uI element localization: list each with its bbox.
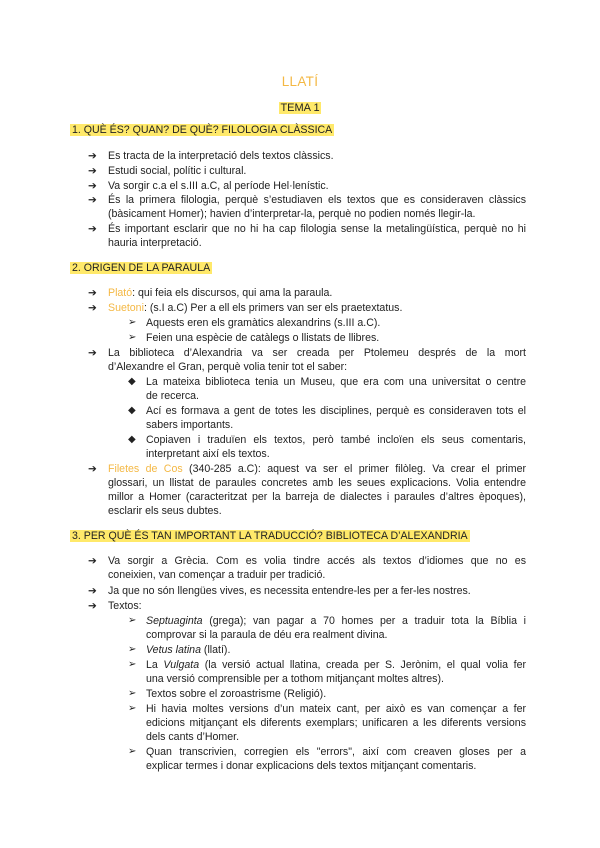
sub-list-item-vulgata: La Vulgata (la versió actual llatina, creada per S. Jerònim, el qual volia fer [146,659,526,671]
list-item-continuation: esclarir els seus dubtes. [108,505,222,517]
list-item: Va sorgir a Grècia. Com es volia tindre accés als textos d’idiomes que no es [108,555,526,567]
diamond-bullet-icon: ◆ [128,434,136,445]
triangle-bullet-icon: ➢ [128,746,137,757]
list-item-continuation: hauria interpretació. [108,237,202,249]
sub-list-item-continuation: edicions mitjançant els diferents exemplars; unificaren a les diferents versions [146,717,526,729]
list-item-continuation: d’Alexandre el Gran, perquè volia tenir tot el saber: [108,361,348,373]
sub-list-item-continuation: sabers importants. [146,419,234,431]
list-item-continuation: (bàsicament Homer); havien d’interpretar-la, perquè no podien només llegir-la. [108,208,476,220]
arrow-bullet-icon: ➔ [88,165,97,177]
sub-list-item: Ací es formava a gent de totes les disciplines, perquè es consideraven tots el [146,405,526,417]
sub-list-item-septuaginta: Septuaginta (grega); van pagar a 70 homes per a traduir tota la Bíblia i [146,615,526,627]
sub-list-item-vetus: Vetus latina (llatí). [146,644,231,656]
arrow-bullet-icon: ➔ [88,194,97,206]
triangle-bullet-icon: ➢ [128,703,137,714]
list-item-continuation: glossari, un llistat de paraules concretes amb les seues explicacions. Volia entendre [108,477,526,489]
arrow-bullet-icon: ➔ [88,463,97,475]
arrow-bullet-icon: ➔ [88,302,97,314]
sub-list-item: Aquests eren els gramàtics alexandrins (s.III a.C). [146,317,381,329]
triangle-bullet-icon: ➢ [128,659,137,670]
triangle-bullet-icon: ➢ [128,615,137,626]
arrow-bullet-icon: ➔ [88,180,97,192]
author-name: Suetoni [108,302,144,314]
arrow-bullet-icon: ➔ [88,585,97,597]
sub-list-item-continuation: comprovar si la paraula de déu era realment divina. [146,629,388,641]
triangle-bullet-icon: ➢ [128,644,137,655]
list-item-filetes: Filetes de Cos (340-285 a.C): aquest va ser el primer filòleg. Va crear el primer [108,463,526,475]
list-item: Estudi social, polític i cultural. [108,165,247,177]
author-name: Plató [108,287,133,299]
sub-list-item-continuation: una versió comprensible per a tothom mitjançant moltes altres). [146,673,444,685]
section-2-heading: 2. ORIGEN DE LA PARAULA [72,262,211,274]
list-item: És important esclarir que no hi ha cap filologia sense la metalingüística, perquè no hi [108,223,526,235]
author-name: Filetes de Cos [108,463,183,475]
list-item: Va sorgir c.a el s.III a.C, al període Hel·lenístic. [108,180,329,192]
triangle-bullet-icon: ➢ [128,317,137,328]
page-title: LLATÍ [281,74,319,89]
triangle-bullet-icon: ➢ [128,332,137,343]
arrow-bullet-icon: ➔ [88,600,97,612]
list-item: Textos: [108,600,142,612]
list-item-continuation: coneixien, van començar a traduir per tradició. [108,569,326,581]
arrow-bullet-icon: ➔ [88,347,97,359]
sub-list-item: Quan transcrivien, corregien els "errors", així com creaven gloses per a [146,746,526,758]
sub-list-item-continuation: de recerca. [146,390,199,402]
list-item: La biblioteca d’Alexandria va ser creada per Ptolemeu després de la mort [108,347,526,359]
list-item: Ja que no són llengües vives, es necessita entendre-les per a fer-les nostres. [108,585,471,597]
arrow-bullet-icon: ➔ [88,555,97,567]
triangle-bullet-icon: ➢ [128,688,137,699]
arrow-bullet-icon: ➔ [88,150,97,162]
list-item: És la primera filologia, perquè s’estudiaven els textos que es consideraven clàssics [108,194,526,206]
list-item-continuation: millor a Homer (caracteritzat per la barreja de dialectes i paraules d’altres èpoques), [108,491,526,503]
section-1-heading: 1. QUÈ ÉS? QUAN? DE QUÈ? FILOLOGIA CLÀSSICA [72,124,333,136]
sub-list-item-continuation: interpretant així els textos. [146,448,270,460]
arrow-bullet-icon: ➔ [88,223,97,235]
sub-list-item-continuation: explicar termes i donar explicacions dels textos mitjançant comentaris. [146,760,477,772]
list-item-suetoni: Suetoni: (s.I a.C) Per a ell els primers van ser els praetextatus. [108,302,403,314]
sub-list-item: Hi havia moltes versions d’un mateix cant, per això es van començar a fer [146,703,526,715]
sub-list-item: La mateixa biblioteca tenia un Museu, que era com una universitat o centre [146,376,526,388]
list-item-plato: Plató: qui feia els discursos, qui ama la paraula. [108,287,333,299]
sub-list-item-continuation: dels cants d’Homer. [146,731,240,743]
sub-list-item: Copiaven i traduïen els textos, però també incloïen els seus comentaris, [146,434,526,446]
section-3-heading: 3. PER QUÈ ÉS TAN IMPORTANT LA TRADUCCIÓ? BIBLIOTECA D’ALEXANDRIA [72,530,468,542]
sub-list-item: Textos sobre el zoroastrisme (Religió). [146,688,327,700]
page-subtitle: TEMA 1 [280,102,320,114]
diamond-bullet-icon: ◆ [128,376,136,387]
sub-list-item: Feien una espècie de catàlegs o llistats de llibres. [146,332,380,344]
list-item: Es tracta de la interpretació dels textos clàssics. [108,150,334,162]
arrow-bullet-icon: ➔ [88,287,97,299]
diamond-bullet-icon: ◆ [128,405,136,416]
